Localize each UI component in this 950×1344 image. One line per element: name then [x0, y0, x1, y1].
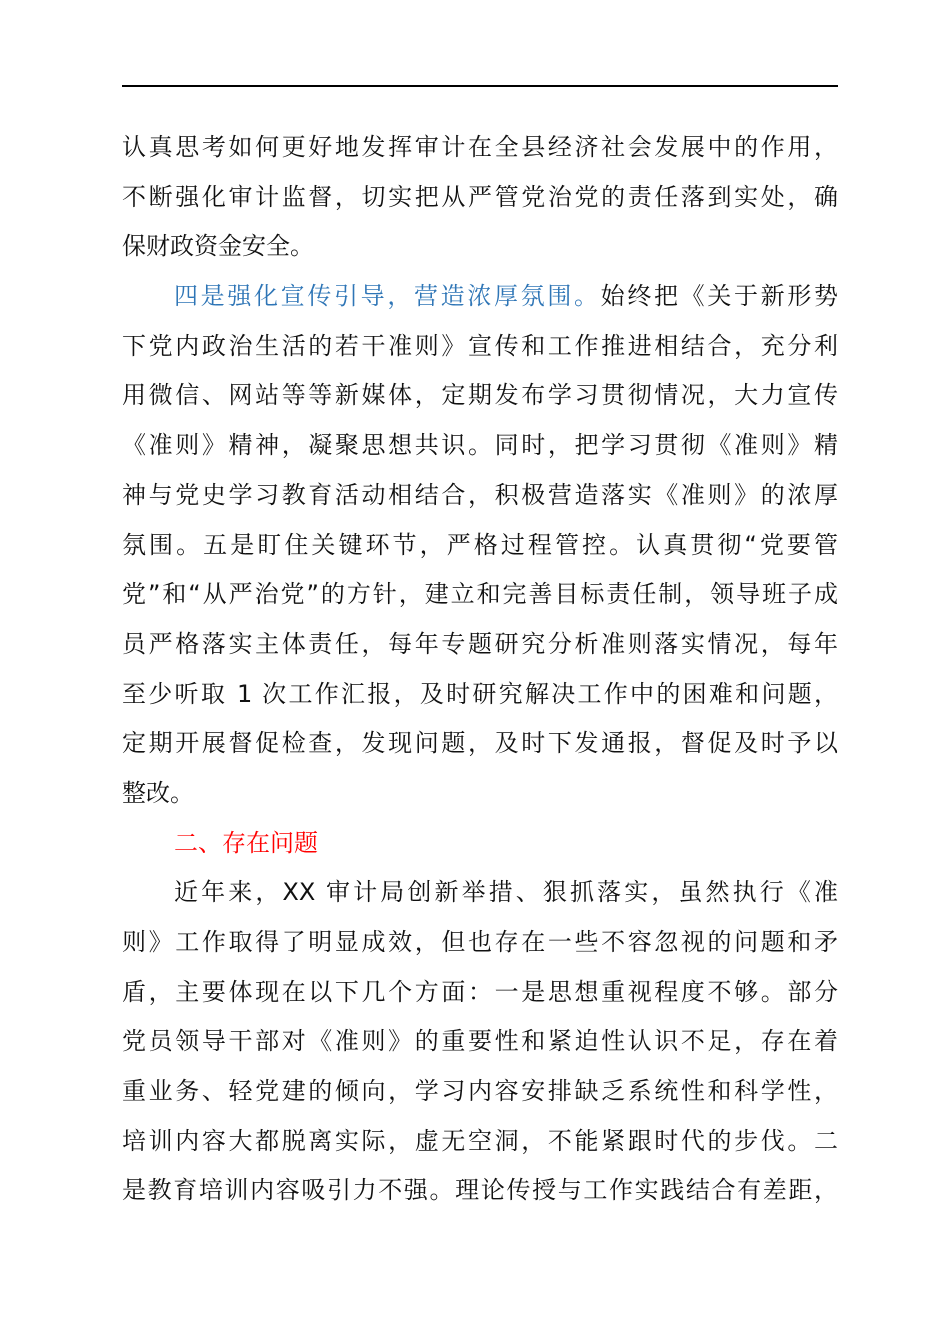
text-line: 员严格落实主体责任，每年专题研究分析准则落实情况，每年: [122, 629, 838, 658]
text-line: 定期开展督促检查，发现问题，及时下发通报，督促及时予以: [122, 729, 838, 758]
text-line: 党员领导干部对《准则》的重要性和紧迫性认识不足，存在着: [122, 1027, 838, 1056]
text-line: 氛围。五是盯住关键环节，严格过程管控。认真贯彻“党要管: [122, 530, 838, 559]
text-line: 至少听取 1 次工作汇报，及时研究解决工作中的困难和问题，: [122, 679, 838, 708]
document-body: [122, 123, 838, 1216]
text-line: 盾，主要体现在以下几个方面：一是思想重视程度不够。部分: [122, 977, 838, 1006]
text-line: 培训内容大都脱离实际，虚无空洞，不能紧跟时代的步伐。二: [122, 1126, 838, 1155]
text-line: 党”和“从严治党”的方针，建立和完善目标责任制，领导班子成: [122, 580, 838, 609]
text-line: 神与党史学习教育活动相结合，积极营造落实《准则》的浓厚: [122, 480, 838, 509]
text-line: 重业务、轻党建的倾向，学习内容安排缺乏系统性和科学性，: [122, 1077, 838, 1106]
header-rule: [122, 85, 838, 87]
text-line: 下党内政治生活的若干准则》宣传和工作推进相结合，充分利: [122, 331, 838, 360]
text-line: 则》工作取得了明显成效，但也存在一些不容忽视的问题和矛: [122, 928, 838, 956]
text-line: 认真思考如何更好地发挥审计在全县经济社会发展中的作用，: [122, 133, 838, 161]
section-four-heading: 四是强化宣传引导，营造浓厚氛围。: [174, 282, 601, 311]
section-title: 二、存在问题: [174, 828, 318, 857]
text-line: 近年来，XX 审计局创新举措、狠抓落实，虽然执行《准: [174, 878, 838, 907]
text-line: 整改。: [122, 778, 194, 807]
text-line: 《准则》精神，凝聚思想共识。同时，把学习贯彻《准则》精: [122, 431, 838, 460]
section-four-first-line-rest: 始终把《关于新形势: [600, 282, 839, 311]
text-line: 用微信、网站等等新媒体，定期发布学习贯彻情况，大力宣传: [122, 381, 838, 410]
section-four-first-line: [122, 272, 838, 322]
text-line: 是教育培训内容吸引力不强。理论传授与工作实践结合有差距，: [122, 1176, 838, 1205]
text-line: 不断强化审计监督，切实把从严管党治党的责任落到实处，确: [122, 182, 838, 211]
text-line: 保财政资金安全。: [122, 232, 314, 261]
